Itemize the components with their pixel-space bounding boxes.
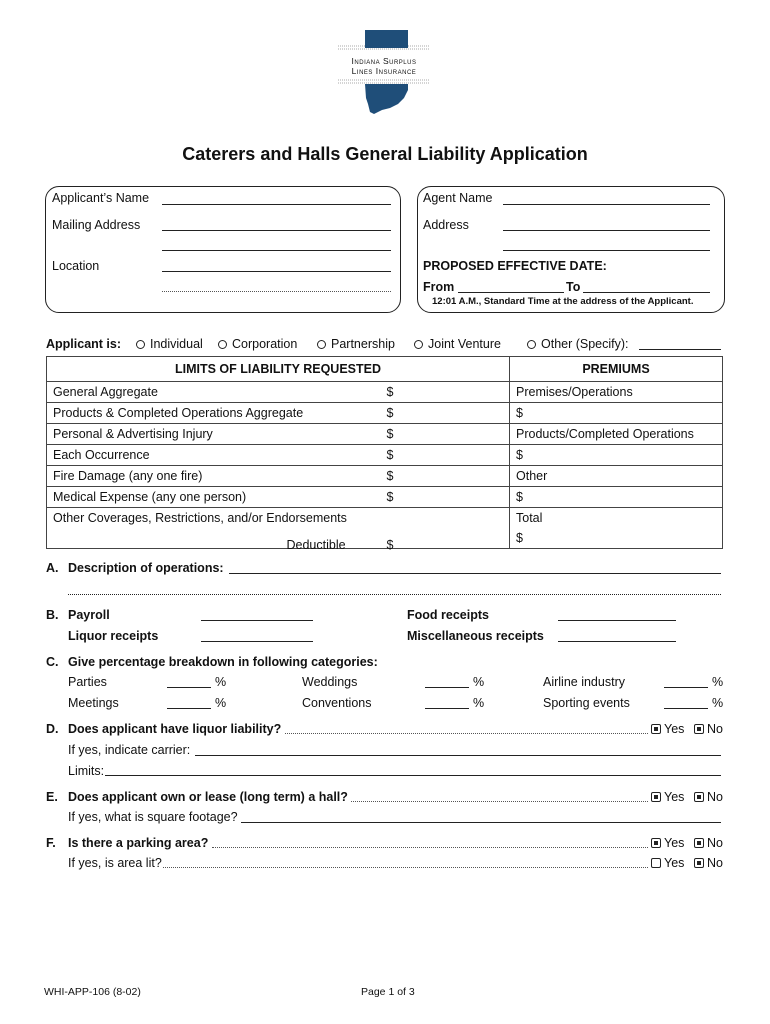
section-c-letter: C. xyxy=(46,655,59,669)
premium-cell: Other xyxy=(510,466,723,487)
checkbox-icon xyxy=(651,724,661,734)
yes-label: Yes xyxy=(664,790,685,804)
row-label: Personal & Advertising Injury xyxy=(53,427,213,441)
d-yes-option[interactable] xyxy=(651,722,684,736)
limits-label: Limits: xyxy=(68,764,105,778)
checkbox-icon xyxy=(694,838,704,848)
agent-address-label: Address xyxy=(423,218,469,232)
food-receipts-field[interactable] xyxy=(558,620,676,621)
carrier-label: If yes, indicate carrier: xyxy=(68,743,191,757)
pct: % xyxy=(215,675,227,689)
currency: $ xyxy=(386,490,394,504)
sporting-label: Sporting events xyxy=(543,696,630,710)
yes-label: Yes xyxy=(664,722,685,736)
no-label: No xyxy=(707,836,723,850)
limit-general-aggregate[interactable] xyxy=(47,382,510,403)
pct: % xyxy=(473,696,485,710)
time-note: 12:01 A.M., Standard Time at the address of the Applicant. xyxy=(432,296,694,307)
to-field[interactable] xyxy=(583,292,710,293)
applicant-name-label: Applicant’s Name xyxy=(52,191,150,205)
applicant-name-field[interactable] xyxy=(162,204,391,205)
airline-field[interactable] xyxy=(664,687,708,688)
agent-name-label: Agent Name xyxy=(423,191,493,205)
section-f-letter: F. xyxy=(46,836,56,850)
square-footage-field[interactable] xyxy=(241,822,721,823)
food-receipts-label: Food receipts xyxy=(407,608,489,622)
limit-each-occurrence[interactable] xyxy=(47,445,510,466)
logo-line-2: Lines Insurance xyxy=(351,66,417,76)
pct: % xyxy=(473,675,485,689)
from-field[interactable] xyxy=(458,292,564,293)
square-footage-label: If yes, what is square footage? xyxy=(68,810,238,824)
agent-address-field-2[interactable] xyxy=(503,250,710,251)
section-f-question: Is there a parking area? xyxy=(68,836,209,850)
premium-cell[interactable]: $ xyxy=(510,403,723,424)
area-lit-label: If yes, is area lit? xyxy=(68,856,162,870)
applicant-is-label: Applicant is: xyxy=(46,337,122,351)
weddings-label: Weddings xyxy=(302,675,358,689)
radio-icon xyxy=(414,340,423,349)
location-field-2[interactable] xyxy=(162,291,391,292)
option-label: Joint Venture xyxy=(428,337,501,351)
checkbox-icon xyxy=(651,792,661,802)
checkbox-icon xyxy=(694,724,704,734)
option-partnership[interactable] xyxy=(317,337,395,351)
mailing-address-field[interactable] xyxy=(162,230,391,231)
leader-dots xyxy=(285,733,648,734)
table-row xyxy=(47,528,723,549)
limit-personal-injury[interactable] xyxy=(47,424,510,445)
agent-address-field[interactable] xyxy=(503,230,710,231)
e-no-option[interactable] xyxy=(694,790,723,804)
table-row xyxy=(47,508,723,529)
leader-dots xyxy=(163,867,648,868)
liquor-receipts-field[interactable] xyxy=(201,641,313,642)
yes-label: Yes xyxy=(664,836,685,850)
currency: $ xyxy=(386,406,394,420)
row-label: Products & Completed Operations Aggregate xyxy=(53,406,304,420)
currency: $ xyxy=(386,385,394,399)
conventions-field[interactable] xyxy=(425,708,469,709)
section-a-label: Description of operations: xyxy=(68,561,224,575)
from-label: From xyxy=(423,280,455,294)
location-field[interactable] xyxy=(162,271,391,272)
option-label: Individual xyxy=(150,337,203,351)
section-e-letter: E. xyxy=(46,790,58,804)
section-c-label: Give percentage breakdown in following categories: xyxy=(68,655,378,669)
radio-icon xyxy=(218,340,227,349)
option-label: Other (Specify): xyxy=(541,337,629,351)
conventions-label: Conventions xyxy=(302,696,372,710)
e-yes-option[interactable] xyxy=(651,790,684,804)
weddings-field[interactable] xyxy=(425,687,469,688)
row-label: General Aggregate xyxy=(53,385,158,399)
other-coverages-label: Other Coverages, Restrictions, and/or Endorsements xyxy=(47,508,510,529)
option-individual[interactable] xyxy=(136,337,203,351)
currency: $ xyxy=(386,469,394,483)
premium-cell: Total xyxy=(510,508,723,529)
agent-name-field[interactable] xyxy=(503,204,710,205)
operations-field-2[interactable] xyxy=(68,594,721,595)
table-row xyxy=(47,487,723,508)
premiums-header: PREMIUMS xyxy=(510,357,723,382)
limit-products-aggregate[interactable] xyxy=(47,403,510,424)
lit-no-option[interactable] xyxy=(694,856,723,870)
pct: % xyxy=(712,675,724,689)
table-row xyxy=(47,445,723,466)
no-label: No xyxy=(707,722,723,736)
other-specify-field[interactable] xyxy=(639,349,721,350)
option-joint-venture[interactable] xyxy=(414,337,501,351)
option-label: Corporation xyxy=(232,337,298,351)
option-corporation[interactable] xyxy=(218,337,297,351)
section-d-question: Does applicant have liquor liability? xyxy=(68,722,282,736)
leader-dots xyxy=(212,847,648,848)
radio-icon xyxy=(317,340,326,349)
premium-cell: Products/Completed Operations xyxy=(510,424,723,445)
leader-dots xyxy=(351,801,648,802)
location-label: Location xyxy=(52,259,100,273)
premium-cell[interactable]: $ xyxy=(510,487,723,508)
limit-fire-damage[interactable] xyxy=(47,466,510,487)
logo-line-1: Indiana Surplus xyxy=(351,56,417,66)
meetings-label: Meetings xyxy=(68,696,119,710)
mailing-address-label: Mailing Address xyxy=(52,218,141,232)
section-d-letter: D. xyxy=(46,722,59,736)
row-label: Each Occurrence xyxy=(53,448,150,462)
checkbox-icon xyxy=(694,858,704,868)
checkbox-icon xyxy=(651,858,661,868)
premium-cell: Premises/Operations xyxy=(510,382,723,403)
payroll-field[interactable] xyxy=(201,620,313,621)
premium-cell[interactable]: $ xyxy=(510,528,723,549)
section-a-letter: A. xyxy=(46,561,59,575)
deductible-label: Deductible xyxy=(286,538,346,552)
currency: $ xyxy=(386,448,394,462)
company-logo xyxy=(336,28,432,116)
page-number: Page 1 of 3 xyxy=(361,986,415,998)
pct: % xyxy=(712,696,724,710)
option-label: Partnership xyxy=(331,337,395,351)
lit-yes-option[interactable] xyxy=(651,856,684,870)
to-label: To xyxy=(566,280,581,294)
payroll-label: Payroll xyxy=(68,608,110,622)
table-row xyxy=(47,424,723,445)
carrier-field[interactable] xyxy=(195,755,721,756)
misc-receipts-field[interactable] xyxy=(558,641,676,642)
page-title: Caterers and Halls General Liability Application xyxy=(182,144,588,164)
meetings-field[interactable] xyxy=(167,708,211,709)
sporting-field[interactable] xyxy=(664,708,708,709)
currency: $ xyxy=(386,538,394,552)
radio-icon xyxy=(136,340,145,349)
f-yes-option[interactable] xyxy=(651,836,684,850)
limits-header: LIMITS OF LIABILITY REQUESTED xyxy=(47,357,510,382)
no-label: No xyxy=(707,856,723,870)
liquor-receipts-label: Liquor receipts xyxy=(68,629,159,643)
deductible-cell[interactable] xyxy=(47,528,510,552)
option-other[interactable] xyxy=(527,337,629,351)
parties-field[interactable] xyxy=(167,687,211,688)
yes-label: Yes xyxy=(664,856,685,870)
limits-table xyxy=(46,356,723,552)
no-label: No xyxy=(707,790,723,804)
airline-label: Airline industry xyxy=(543,675,625,689)
section-b-letter: B. xyxy=(46,608,59,622)
checkbox-icon xyxy=(694,792,704,802)
effective-date-label: PROPOSED EFFECTIVE DATE: xyxy=(423,259,607,273)
limit-medical-expense[interactable] xyxy=(47,487,510,508)
pct: % xyxy=(215,696,227,710)
misc-receipts-label: Miscellaneous receipts xyxy=(407,629,544,643)
row-label: Fire Damage (any one fire) xyxy=(53,469,203,483)
currency: $ xyxy=(386,427,394,441)
table-row xyxy=(47,403,723,424)
row-label: Medical Expense (any one person) xyxy=(53,490,247,504)
table-row xyxy=(47,382,723,403)
f-no-option[interactable] xyxy=(694,836,723,850)
checkbox-icon xyxy=(651,838,661,848)
limits-field[interactable] xyxy=(105,775,721,776)
section-e-question: Does applicant own or lease (long term) a hall? xyxy=(68,790,348,804)
operations-field[interactable] xyxy=(229,573,721,574)
mailing-address-field-2[interactable] xyxy=(162,250,391,251)
form-code: WHI-APP-106 (8-02) xyxy=(44,986,141,998)
radio-icon xyxy=(527,340,536,349)
premium-cell[interactable]: $ xyxy=(510,445,723,466)
d-no-option[interactable] xyxy=(694,722,723,736)
table-row xyxy=(47,466,723,487)
parties-label: Parties xyxy=(68,675,107,689)
